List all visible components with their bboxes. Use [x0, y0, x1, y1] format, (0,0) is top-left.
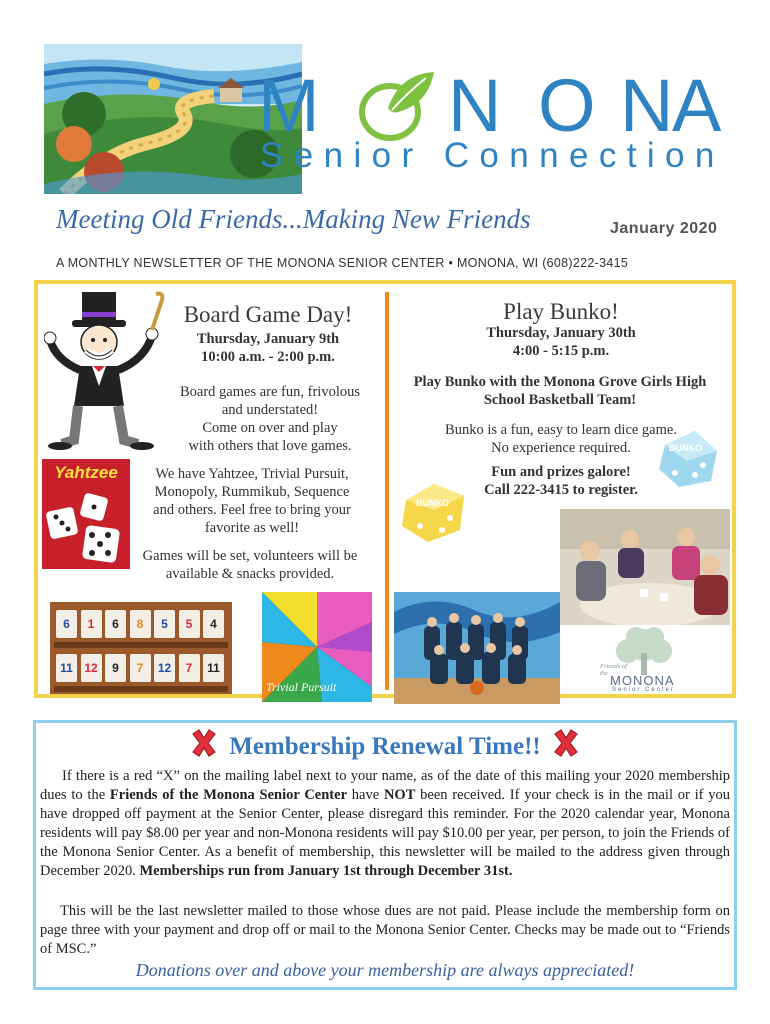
board-game-day-date: Thursday, January 9th: [196, 331, 340, 347]
column-divider: [385, 292, 389, 690]
board-game-games-line: Monopoly, Rummikub, Sequence: [154, 484, 350, 500]
rummikub-tile: 11: [56, 654, 77, 682]
membership-text-run: Friends of the Monona Senior Center: [109, 787, 348, 803]
logo-subtitle: Senior Connection: [260, 136, 725, 175]
board-game-day-title: Board Game Day!: [183, 302, 353, 327]
newsletter-subtitle: A MONTHLY NEWSLETTER OF THE MONONA SENIOR CENTER • MONONA, WI (608)222-3415: [56, 256, 629, 270]
basketball-team-photo: [394, 592, 560, 704]
bunko-date: Thursday, January 30th: [486, 325, 636, 341]
board-game-closing-line: available & snacks provided.: [165, 566, 335, 582]
red-x-icon: [549, 726, 583, 760]
monopoly-man-icon: [44, 290, 168, 450]
rummikub-rack-image: [50, 602, 232, 694]
tagline: Meeting Old Friends...Making New Friends: [56, 204, 531, 234]
membership-text-run: If there is a red “X” on the mailing label next to your name, as of the date of this mailing your 2020 membership dues to the: [40, 768, 730, 803]
yahtzee-box-image: [42, 459, 130, 569]
logo-wordmark: [258, 64, 722, 147]
membership-paragraph-1: [40, 767, 730, 881]
bunko-team-line: School Basketball Team!: [483, 392, 637, 408]
trivial-pursuit-image: [262, 592, 372, 702]
rummikub-tile: 7: [130, 654, 151, 682]
board-game-desc-line: and understated!: [221, 402, 319, 418]
membership-text-run: have: [347, 787, 384, 803]
logo-letter: M: [258, 64, 320, 147]
bunko-yellow-dice-icon: [398, 476, 470, 546]
logo-letter: O: [538, 64, 596, 147]
bunko-team-line: Play Bunko with the Monona Grove Girls High: [413, 374, 707, 390]
rummikub-tile: 12: [154, 654, 175, 682]
bunko-time: 4:00 - 5:15 p.m.: [512, 343, 610, 359]
trivial-pursuit-label: Trivial Pursuit: [266, 680, 337, 694]
board-game-desc-line: Board games are fun, frivolous: [180, 384, 360, 400]
logo-letter: A: [672, 64, 722, 147]
issue-date: January 2020: [610, 220, 718, 237]
rummikub-tile: 8: [130, 610, 151, 638]
membership-paragraph-2: This will be the last newsletter mailed to those whose dues are not paid. Please include the membership form on page three with your payment and drop off or mail to the Monona Senior Center. Checks may be made out to “Friends of MSC.”: [40, 903, 730, 957]
board-game-games-line: We have Yahtzee, Trivial Pursuit,: [155, 466, 349, 482]
board-game-games-line: and others. Feel free to bring your: [153, 502, 351, 518]
bunko-desc-line: Bunko is a fun, easy to learn dice game.: [445, 422, 677, 438]
board-game-closing-line: Games will be set, volunteers will be: [142, 548, 358, 564]
board-game-day-time: 10:00 a.m. - 2:00 p.m.: [201, 349, 335, 365]
bunko-title: Play Bunko!: [503, 299, 619, 324]
center-logo-friends: Friends of the: [600, 663, 627, 677]
rummikub-tile: 4: [203, 610, 224, 638]
leaf-logo-icon: [350, 68, 440, 142]
bunko-dice-label: BUNKO: [416, 498, 449, 508]
rummikub-tile: 9: [105, 654, 126, 682]
board-game-desc-line: with others that love games.: [188, 438, 352, 454]
center-logo-name: MONONA: [610, 673, 675, 688]
membership-text-run: Memberships run from January 1st through December 31st.: [139, 863, 513, 879]
rummikub-tile: 6: [105, 610, 126, 638]
bunko-cta-line: Fun and prizes galore!: [491, 464, 631, 480]
board-game-games-line: favorite as well!: [204, 520, 300, 536]
rummikub-tile: 6: [56, 610, 77, 638]
rummikub-tile: 1: [81, 610, 102, 638]
rummikub-tile: 11: [203, 654, 224, 682]
center-logo-sub: Senior Center: [612, 687, 676, 693]
yahtzee-label: Yahtzee: [54, 463, 118, 482]
monona-senior-center-logo: [598, 627, 690, 699]
board-game-desc-line: Come on over and play: [202, 420, 338, 436]
bunko-cta-line: Call 222-3415 to register.: [484, 482, 638, 498]
membership-text-run: been received. If your check is in the mail or if you have dropped off payment at the Senior Center, please disregard this reminder. For the 2020 calendar year, Monona residents will pay $8.00 per year and non-Monona residents will pay $10.00 per year, per person, to join the Friends of the Monona Senior Center. As a benefit of membership, this newsletter will be mailed to the address given through December 2020.: [40, 787, 730, 879]
bunko-desc-line: No experience required.: [491, 440, 631, 456]
membership-text-run: NOT: [383, 787, 416, 803]
rummikub-tile: 5: [179, 610, 200, 638]
red-x-icon: [187, 726, 221, 760]
rummikub-tile: 7: [179, 654, 200, 682]
donations-note: Donations over and above your membership are always appreciated!: [135, 960, 635, 980]
logo-letter: N: [620, 64, 674, 147]
seniors-playing-photo: [560, 509, 730, 625]
membership-heading: [0, 726, 770, 761]
rummikub-tile: 12: [81, 654, 102, 682]
logo-letter: N: [448, 64, 502, 147]
rummikub-tile: 5: [154, 610, 175, 638]
membership-title: Membership Renewal Time!!: [229, 733, 541, 760]
bunko-dice-label: BUNKO: [669, 443, 702, 453]
